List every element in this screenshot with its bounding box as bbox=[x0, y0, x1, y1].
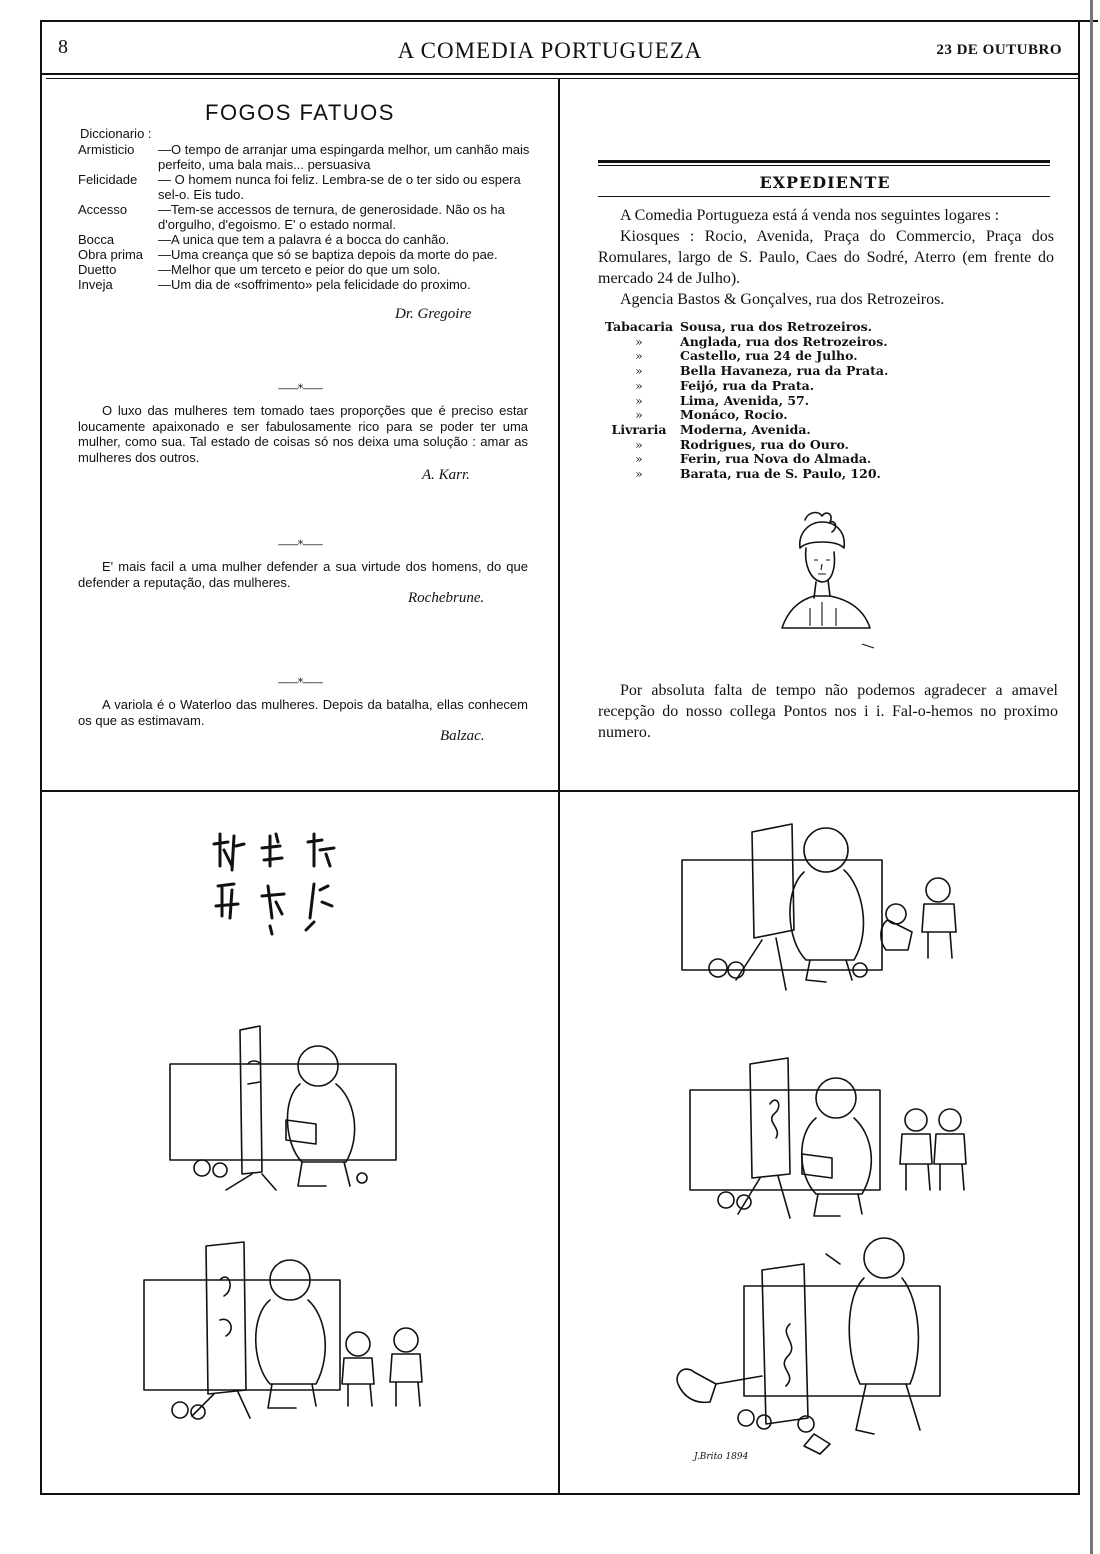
quote-author-rochebrune: Rochebrune. bbox=[408, 590, 485, 606]
vendor-category: » bbox=[635, 377, 643, 393]
vendor-category: » bbox=[635, 451, 643, 467]
cartoon-panel-middle-right bbox=[686, 1054, 986, 1224]
frame-left bbox=[40, 20, 42, 1495]
vendor-name: Rodrigues, rua do Ouro. bbox=[680, 436, 849, 452]
frame-bottom bbox=[40, 1493, 1080, 1495]
expediente-paragraph: Kiosques : Rocio, Avenida, Praça do Commercio, Praça dos Romulares, largo de S. Paulo, Caes do Sodré, Aterro (em frente do mercado 24 de Julho). bbox=[598, 228, 1054, 287]
cartoon-panel-top-right bbox=[676, 820, 976, 1000]
vendor-category: » bbox=[635, 466, 643, 482]
vendor-name: Feijó, rua da Prata. bbox=[680, 377, 815, 393]
separator: ——*—— bbox=[277, 382, 323, 395]
cartoon-divider bbox=[40, 790, 1080, 792]
vendor-name: Monáco, Rocio. bbox=[680, 407, 788, 423]
vendor-row bbox=[598, 408, 1054, 423]
vendor-row bbox=[598, 335, 1054, 350]
column-divider bbox=[558, 78, 560, 1494]
quote-author-karr: A. Karr. bbox=[422, 467, 470, 483]
header-rule-shadow bbox=[46, 78, 1080, 79]
dictionary-entry bbox=[78, 277, 538, 292]
dictionary-term: Felicidade bbox=[78, 172, 138, 187]
dictionary-definition: —Uma creança que só se baptiza depois da morte do pae. bbox=[158, 247, 498, 262]
quote-author-balzac: Balzac. bbox=[440, 728, 485, 744]
dictionary-entry bbox=[78, 247, 538, 262]
issue-date: 23 DE OUTUBRO bbox=[936, 42, 1062, 58]
expediente-title: EXPEDIENTE bbox=[759, 173, 891, 192]
expediente-rule-top bbox=[598, 160, 1050, 163]
dictionary-entry bbox=[78, 202, 538, 232]
vendor-row bbox=[598, 452, 1054, 467]
expediente-paragraph: Agencia Bastos & Gonçalves, rua dos Retrozeiros. bbox=[620, 291, 945, 308]
cartoon-signature: J.Brito 1894 bbox=[694, 1452, 749, 1462]
dictionary-term: Inveja bbox=[78, 277, 113, 292]
quote-rochebrune: E' mais facil a uma mulher defender a sua virtude dos homens, do que defender a reputação, das mulheres. bbox=[78, 559, 528, 590]
dictionary-definition: — O homem nunca foi feliz. Lembra-se de o ter sido ou espera sel-o. Eis tudo. bbox=[158, 172, 521, 202]
vendor-category: » bbox=[635, 436, 643, 452]
cartoon-panel-bottom-right bbox=[670, 1234, 980, 1464]
dictionary-term: Armisticio bbox=[78, 142, 135, 157]
dictionary-term: Duetto bbox=[78, 262, 117, 277]
expediente-rule-bottom bbox=[598, 196, 1050, 197]
dictionary-definition: —A unica que tem a palavra é a bocca do canhão. bbox=[158, 232, 450, 247]
dictionary-term: Bocca bbox=[78, 232, 115, 247]
vendor-name: Anglada, rua dos Retrozeiros. bbox=[680, 333, 888, 349]
separator: ——*—— bbox=[277, 538, 323, 551]
vendor-category: Tabacaria bbox=[604, 319, 674, 334]
vendor-category: » bbox=[635, 333, 643, 349]
vendor-row bbox=[598, 467, 1054, 482]
page-number: 8 bbox=[58, 36, 68, 58]
vendor-name: Bella Havaneza, rua da Prata. bbox=[680, 363, 889, 379]
dictionary-definition: —O tempo de arranjar uma espingarda melhor, um canhão mais perfeito, uma bala mais... persuasiva bbox=[158, 142, 530, 172]
vendor-row bbox=[598, 320, 1054, 335]
dictionary-definition: —Melhor que um terceto e peior do que um solo. bbox=[158, 262, 441, 277]
vendor-list bbox=[598, 320, 1054, 482]
dictionary-term: Obra prima bbox=[78, 247, 144, 262]
dictionary-label: Diccionario : bbox=[80, 126, 152, 141]
expediente-body bbox=[598, 205, 1054, 310]
expediente-paragraph: A Comedia Portugueza está á venda nos seguintes logares : bbox=[620, 207, 1000, 224]
cartoon-panel-middle-left bbox=[166, 1024, 406, 1194]
vendor-name: Sousa, rua dos Retrozeiros. bbox=[680, 319, 873, 334]
newspaper-title: A COMEDIA PORTUGUEZA bbox=[397, 38, 703, 63]
chinese-characters bbox=[210, 826, 350, 936]
vendor-row bbox=[598, 438, 1054, 453]
vendor-row bbox=[598, 379, 1054, 394]
dictionary-list bbox=[78, 142, 538, 292]
vendor-category: » bbox=[635, 363, 643, 379]
vendor-row bbox=[598, 394, 1054, 409]
right-edge-shadow bbox=[1090, 0, 1093, 1554]
expediente-rule-top2 bbox=[598, 165, 1050, 166]
vendor-category: Livraria bbox=[611, 421, 667, 437]
dictionary-entry bbox=[78, 262, 538, 277]
frame-right bbox=[1078, 20, 1080, 1495]
vendor-name: Ferin, rua Nova do Almada. bbox=[680, 451, 872, 467]
dictionary-entry bbox=[78, 142, 538, 172]
notice-text: Por absoluta falta de tempo não podemos agradecer a amavel recepção do nosso collega Pontos nos i i. Fal-o-hemos no proximo numero. bbox=[598, 682, 1058, 741]
dictionary-term: Accesso bbox=[78, 202, 128, 217]
vendor-category: » bbox=[635, 407, 643, 423]
vendor-row bbox=[598, 364, 1054, 379]
separator: ——*—— bbox=[277, 676, 323, 689]
lady-portrait-illustration bbox=[770, 508, 880, 656]
vendor-row bbox=[598, 349, 1054, 364]
frame-top bbox=[40, 20, 1098, 22]
vendor-category: » bbox=[635, 348, 643, 364]
quote-balzac: A variola é o Waterloo das mulheres. Depois da batalha, ellas conhecem os que as estimavam. bbox=[78, 697, 528, 728]
vendor-name: Lima, Avenida, 57. bbox=[680, 392, 810, 408]
dictionary-entry bbox=[78, 232, 538, 247]
dictionary-definition: —Um dia de «soffrimento» pela felicidade do proximo. bbox=[158, 277, 471, 292]
dictionary-entry bbox=[78, 172, 538, 202]
cartoon-panel-bottom-left bbox=[140, 1240, 440, 1430]
vendor-name: Moderna, Avenida. bbox=[680, 421, 811, 437]
vendor-name: Castello, rua 24 de Julho. bbox=[680, 348, 858, 364]
section-title: FOGOS FATUOS bbox=[205, 100, 395, 125]
dictionary-definition: —Tem-se accessos de ternura, de generosidade. Não os ha d'orgulho, d'egoismo. E' o estado normal. bbox=[158, 202, 505, 232]
vendor-name: Barata, rua de S. Paulo, 120. bbox=[680, 466, 881, 482]
quote-karr: O luxo das mulheres tem tomado taes proporções que é preciso estar loucamente apaixonado e ser fabulosamente rico para se poder ter uma mulher, como sua. Tal estado de coisas só nos deixa uma solução : amar as mulheres dos outros. bbox=[78, 403, 528, 465]
header-rule bbox=[40, 73, 1080, 75]
dictionary-signature: Dr. Gregoire bbox=[395, 306, 472, 322]
vendor-row bbox=[598, 423, 1054, 438]
notice-paragraph bbox=[598, 680, 1058, 743]
vendor-category: » bbox=[635, 392, 643, 408]
